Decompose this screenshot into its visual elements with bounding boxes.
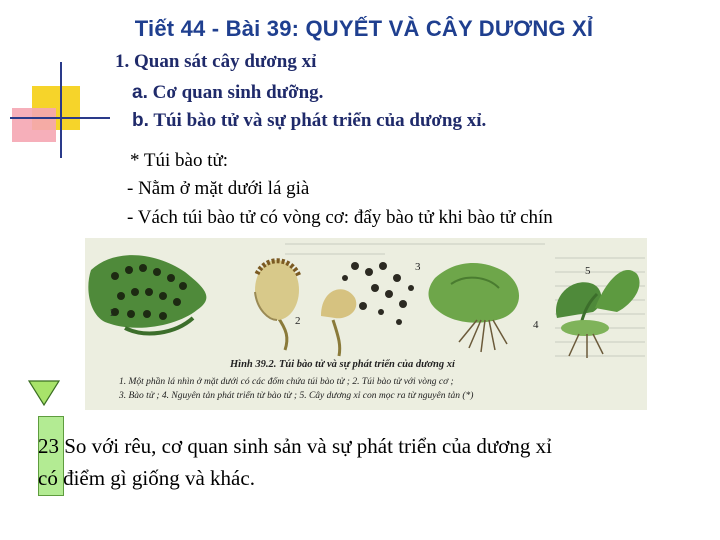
figure-caption-line-1: 1. Một phần lá nhìn ở mặt dưới có các đốm chứa túi bào tử ; 2. Túi bào tử với vòng cơ ; [119, 377, 454, 387]
figure-number-1: 1 [109, 307, 115, 319]
fern-illustration [85, 238, 647, 410]
question [38, 430, 698, 494]
figure-number-5: 5 [585, 265, 591, 277]
triangle-marker-icon [28, 380, 60, 406]
heading-observe: 1. Quan sát cây dương xỉ [115, 51, 317, 72]
fern-figure [85, 238, 647, 410]
item-a-label: a. [132, 82, 148, 103]
item-a [132, 82, 323, 104]
figure-number-2: 2 [295, 315, 301, 327]
question-number: 23 [38, 434, 59, 458]
question-line-2: có điểm gì giống và khác. [38, 466, 255, 490]
spore-point-1: - Nằm ở mặt dưới lá già [127, 178, 310, 199]
item-b-text: Túi bào tử và sự phát triển của dương xỉ. [153, 110, 487, 131]
figure-caption-title: Hình 39.2. Túi bào tử và sự phát triển của dương xỉ [230, 359, 455, 370]
question-line-1: So với rêu, cơ quan sinh sản và sự phát triển của dương xỉ [59, 434, 552, 458]
figure-caption-line-2: 3. Bào tử ; 4. Nguyên tản phát triển từ bào tử ; 5. Cây dương xỉ con mọc ra từ nguyên tản (*) [119, 391, 474, 401]
decor-horizontal-line [10, 117, 110, 119]
item-a-text: Cơ quan sinh dưỡng. [152, 82, 324, 103]
spore-heading: * Túi bào tử: [130, 150, 229, 171]
slide-title: Tiết 44 - Bài 39: QUYẾT VÀ CÂY DƯƠNG XỈ [134, 16, 594, 41]
decor-vertical-line [60, 62, 62, 158]
item-b-label: b. [132, 110, 149, 131]
figure-number-4: 4 [533, 319, 539, 331]
spore-point-2: - Vách túi bào tử có vòng cơ: đẩy bào tử khi bào tử chín [127, 207, 553, 228]
figure-number-3: 3 [415, 261, 421, 273]
item-b [132, 110, 486, 132]
decor-pink-square [12, 108, 56, 142]
